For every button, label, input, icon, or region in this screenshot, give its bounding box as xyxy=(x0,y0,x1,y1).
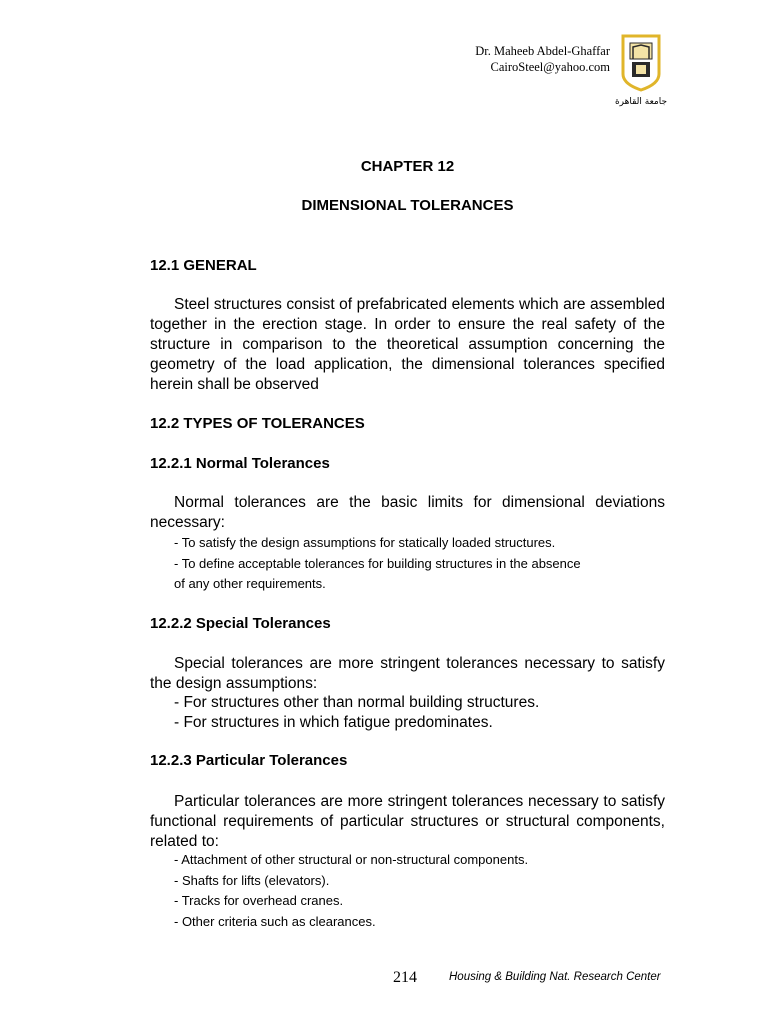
list-item: - Other criteria such as clearances. xyxy=(174,913,376,929)
logo-arabic-text: جامعة القاهرة xyxy=(615,97,667,107)
subsection-heading: 12.2.3 Particular Tolerances xyxy=(150,752,348,769)
header-author-block xyxy=(475,43,610,75)
list-item: - Shafts for lifts (elevators). xyxy=(174,872,330,888)
paragraph-text: Normal tolerances are the basic limits for dimensional deviations necessary: xyxy=(150,494,665,531)
list-item: - To define acceptable tolerances for building structures in the absence xyxy=(174,555,581,571)
page-number: 214 xyxy=(393,969,417,986)
list-item: - To satisfy the design assumptions for statically loaded structures. xyxy=(174,535,556,550)
list-item: - Attachment of other structural or non-structural components. xyxy=(174,852,529,867)
paragraph-text: Steel structures consist of prefabricated elements which are assembled together in the erection stage. In order to ensure the real safety of the structure in comparison to the theoretical assumption concerning the geometry of the load application, the dimensional tolerances specified herein shall be observed xyxy=(150,296,665,393)
paragraph xyxy=(150,493,665,533)
bullet-list xyxy=(174,533,581,595)
bullet-list xyxy=(174,850,528,932)
section-heading: 12.1 GENERAL xyxy=(150,257,257,274)
author-name: Dr. Maheeb Abdel-Ghaffar xyxy=(475,44,610,58)
list-item: - For structures in which fatigue predominates. xyxy=(174,714,493,731)
list-item: of any other requirements. xyxy=(174,576,326,591)
list-item: - Tracks for overhead cranes. xyxy=(174,893,344,908)
list-item: - For structures other than normal building structures. xyxy=(174,694,540,711)
paragraph xyxy=(150,295,665,395)
cairo-university-logo-icon xyxy=(615,34,667,112)
author-email: CairoSteel@yahoo.com xyxy=(490,60,610,74)
paragraph xyxy=(150,792,665,852)
bullet-list xyxy=(174,693,539,733)
paragraph-text: Particular tolerances are more stringent tolerances necessary to satisfy functional requirements of particular structures or structural components, related to: xyxy=(150,793,665,850)
subsection-heading: 12.2.1 Normal Tolerances xyxy=(150,455,330,472)
chapter-title: DIMENSIONAL TOLERANCES xyxy=(301,197,514,214)
footer-institution: Housing & Building Nat. Research Center xyxy=(449,971,661,983)
paragraph xyxy=(150,654,665,694)
subsection-heading: 12.2.2 Special Tolerances xyxy=(150,615,331,632)
paragraph-text: Special tolerances are more stringent tolerances necessary to satisfy the design assumptions: xyxy=(150,655,665,692)
section-heading: 12.2 TYPES OF TOLERANCES xyxy=(150,415,365,432)
chapter-label: CHAPTER 12 xyxy=(360,158,455,175)
